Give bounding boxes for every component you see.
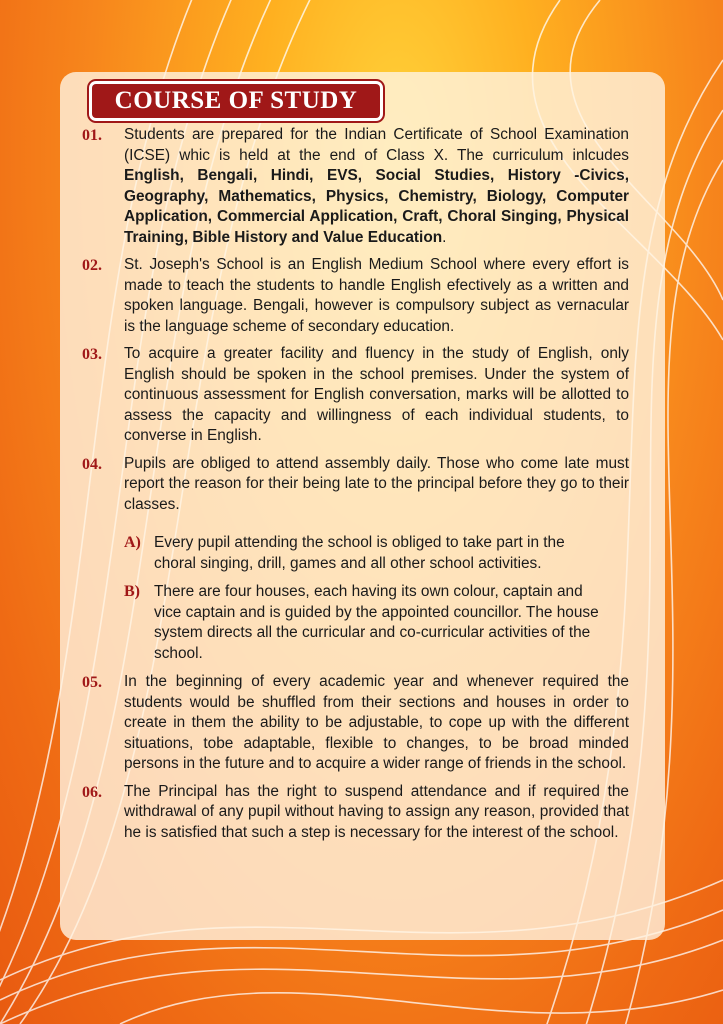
item-number: 03. [82,346,102,363]
item-number: 06. [82,783,102,801]
rules-list [0,125,723,843]
sub-list-item [0,582,723,664]
sub-list-item [0,533,723,574]
list-item [0,672,723,775]
sub-item-label: A) [124,534,141,551]
list-item [0,125,723,248]
section-heading [92,84,380,118]
item-text: To acquire a greater facility and fluency in the study of English, only English should be spoken in the school premises. Under the system of continuous assessment for English conversation, marks will be allotted to assess the capacity and willingness of each individual students, to converse in English. [124,345,629,444]
item-text: Students are prepared for the Indian Certificate of School Examination (ICSE) whic is held at the end of Class X. The curriculum inlcudes English, Bengali, Hindi, EVS, Social Studies, History -Civics, Geography, Mathematics, Physics, Chemistry, Biology, Computer Application, Commercial Application, Craft, Choral Singing, Physical Training, Bible History and Value Education. [124,126,629,246]
sub-item-text: Every pupil attending the school is obliged to take part in the choral singing, drill, games and all other school activities. [154,534,565,572]
sub-item-label: B) [124,583,140,600]
item-number: 05. [82,674,102,691]
subjects-list: English, Bengali, Hindi, EVS, Social Studies, History -Civics, Geography, Mathematics, Physics, Chemistry, Biology, Computer Application, Commercial Application, Craft, Choral Singing, Physical Training, Bible History and Value Education [124,167,629,246]
item-number: 01. [82,127,102,144]
item-number: 04. [82,455,102,473]
heading-text: COURSE OF STUDY [114,87,358,114]
list-item [0,255,723,337]
item-text: Pupils are obliged to attend assembly daily. Those who come late must report the reason for their being late to the principal before they go to their classes. [124,454,629,513]
item-number: 02. [82,257,102,274]
sub-item-text: There are four houses, each having its own colour, captain and vice captain and is guided by the appointed councillor. The house system directs all the curricular and co-curricular activities of the school. [154,583,599,662]
list-item [0,454,723,516]
list-item [0,782,723,844]
item-text: In the beginning of every academic year and whenever required the students would be shuffled from their sections and houses in order to create in them the ability to be adjustable, to cope up with the different situations, tobe adaptable, flexible to changes, to be broad minded persons in the future and to acquire a wider range of friends in the school. [124,673,629,772]
list-item [0,344,723,447]
item-text: St. Joseph's School is an English Medium School where every effort is made to teach the students to handle English efectively as a written and spoken language. Bengali, however is compulsory subject as vernacular is the language scheme of secondary education. [124,256,629,335]
item-text: The Principal has the right to suspend attendance and if required the withdrawal of any pupil without having to assign any reason, provided that he is satisfied that such a step is necessary for the interest of the school. [124,782,629,841]
